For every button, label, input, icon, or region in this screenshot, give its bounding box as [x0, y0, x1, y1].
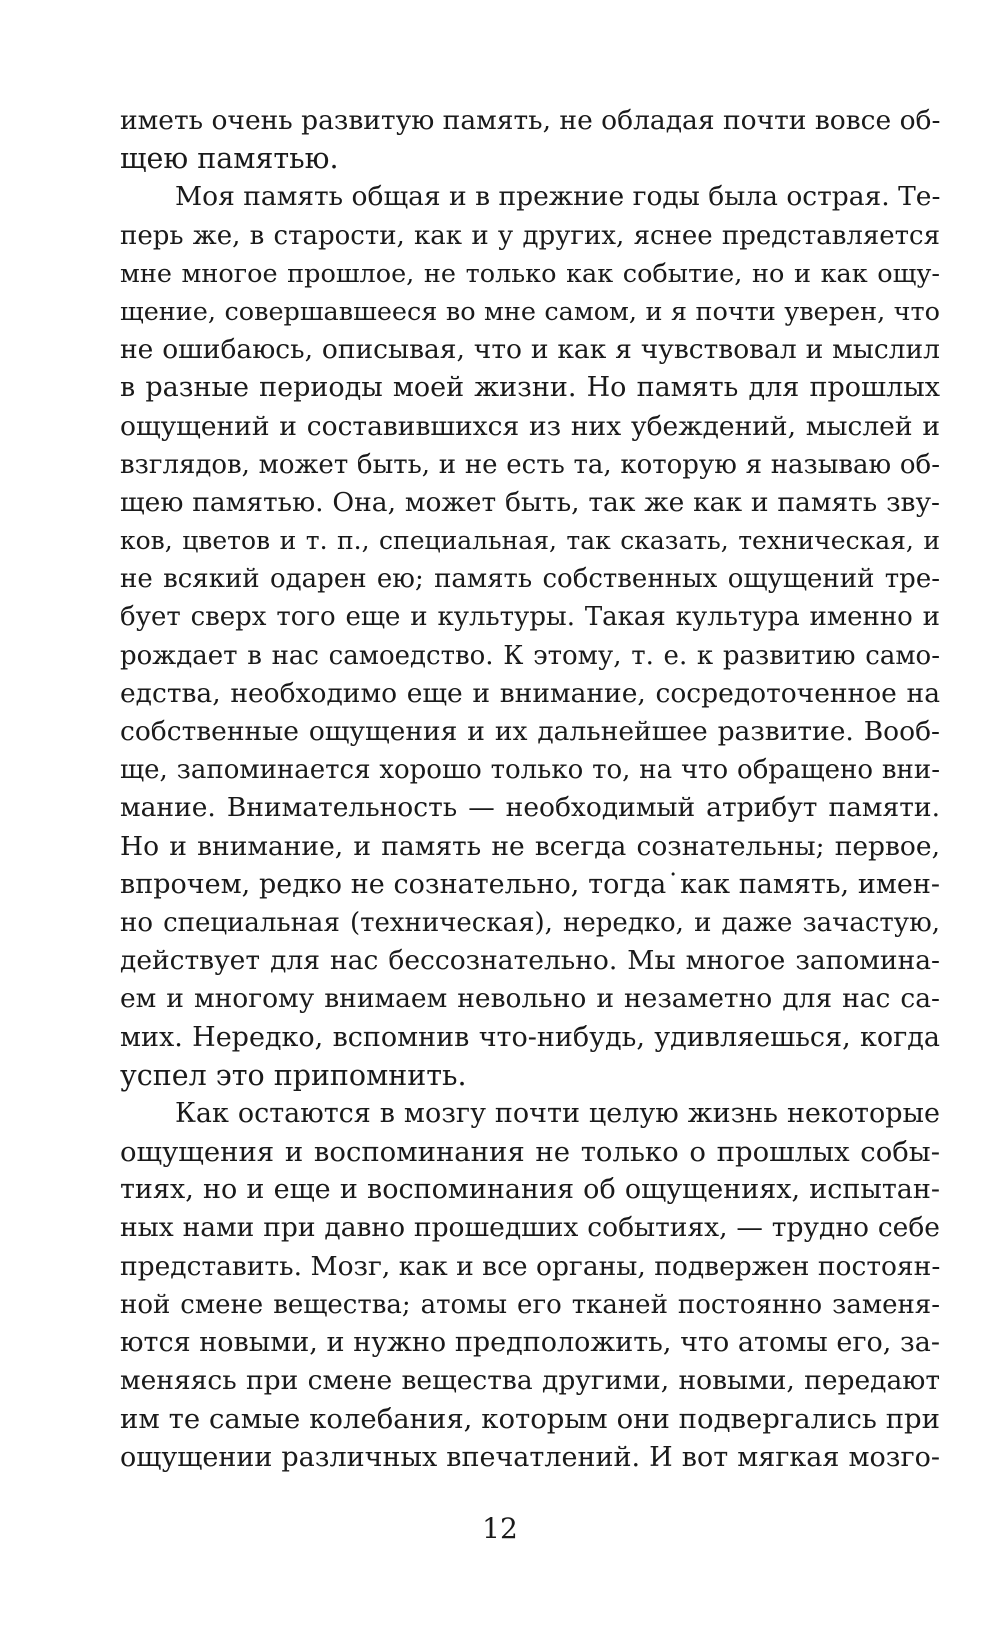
text-line: ощущений и составившихся из них убеждений, мыслей и [120, 410, 940, 442]
text-line: тиях, но и еще и воспоминания об ощущениях, испытан- [120, 1174, 940, 1206]
text-line: ной смене вещества; атомы его тканей постоянно заменя- [120, 1289, 940, 1320]
text-line: рождает в нас самоедство. К этому, т. е. к развитию само- [120, 640, 940, 671]
text-line: взглядов, может быть, и не есть та, которую я называю об- [120, 449, 940, 480]
text-line: собственные ощущения и их дальнейшее развитие. Вооб- [120, 716, 940, 747]
text-line: впрочем, редко не сознательно, тогда˙как память, имен- [120, 868, 940, 900]
text-line: Но и внимание, и память не всегда сознательны; первое, [120, 830, 940, 862]
text-line: ощущения и воспоминания не только о прошлых собы- [120, 1136, 940, 1169]
text-line: ных нами при давно прошедших событиях, — трудно себе [120, 1212, 940, 1244]
text-line: ются новыми, и нужно предположить, что атомы его, за- [120, 1327, 940, 1358]
text-line: ем и многому внимаем невольно и незаметно для нас са- [120, 983, 940, 1015]
text-line: успел это припомнить. [120, 1058, 467, 1092]
text-line: щею памятью. [120, 142, 339, 176]
text-line: не всякий одарен ею; память собственных ощущений тре- [120, 564, 940, 595]
text-line: иметь очень развитую память, не обладая почти вовсе об- [120, 105, 941, 136]
text-line: едства, необходимо еще и внимание, сосредоточенное на [120, 677, 940, 709]
text-line: им те самые колебания, которым они подвергались при [120, 1403, 940, 1436]
text-line: бует сверх того еще и культуры. Такая культура именно и [120, 602, 940, 633]
text-line: мих. Нередко, вспомнив что-нибудь, удивляешься, когда [120, 1021, 940, 1053]
body-text [120, 102, 940, 1477]
text-line: в разные периоды моей жизни. Но память для прошлых [120, 372, 940, 404]
text-line: мание. Внимательность — необходимый атрибут памяти. [120, 792, 940, 824]
text-line: ков, цветов и т. п., специальная, так сказать, техническая, и [120, 526, 940, 556]
text-line: не ошибаюсь, описывая, что и как я чувствовал и мыслил [120, 334, 940, 366]
text-line: щение, совершавшееся во мне самом, и я почти уверен, что [120, 296, 940, 327]
text-line: меняясь при смене вещества другими, новыми, передают [120, 1365, 940, 1397]
text-line: перь же, в старости, как и у других, яснее представляется [120, 220, 940, 251]
text-line: щею памятью. Она, может быть, так же как и память зву- [120, 486, 940, 518]
text-line: представить. Мозг, как и все органы, подвержен постоян- [120, 1250, 941, 1282]
text-line: мне многое прошлое, не только как событие, но и как ощу- [120, 258, 940, 289]
text-line: ще, запоминается хорошо только то, на что обращено вни- [120, 755, 940, 786]
text-line: Моя память общая и в прежние годы была острая. Те- [175, 181, 941, 213]
text-line: но специальная (техническая), нередко, и даже зачастую, [120, 907, 940, 938]
text-line: Как остаются в мозгу почти целую жизнь некоторые [175, 1097, 940, 1129]
text-line: действует для нас бессознательно. Мы многое запомина- [120, 945, 940, 977]
page-number: 12 [482, 1512, 518, 1545]
text-line: ощущении различных впечатлений. И вот мягкая мозго- [120, 1441, 940, 1473]
